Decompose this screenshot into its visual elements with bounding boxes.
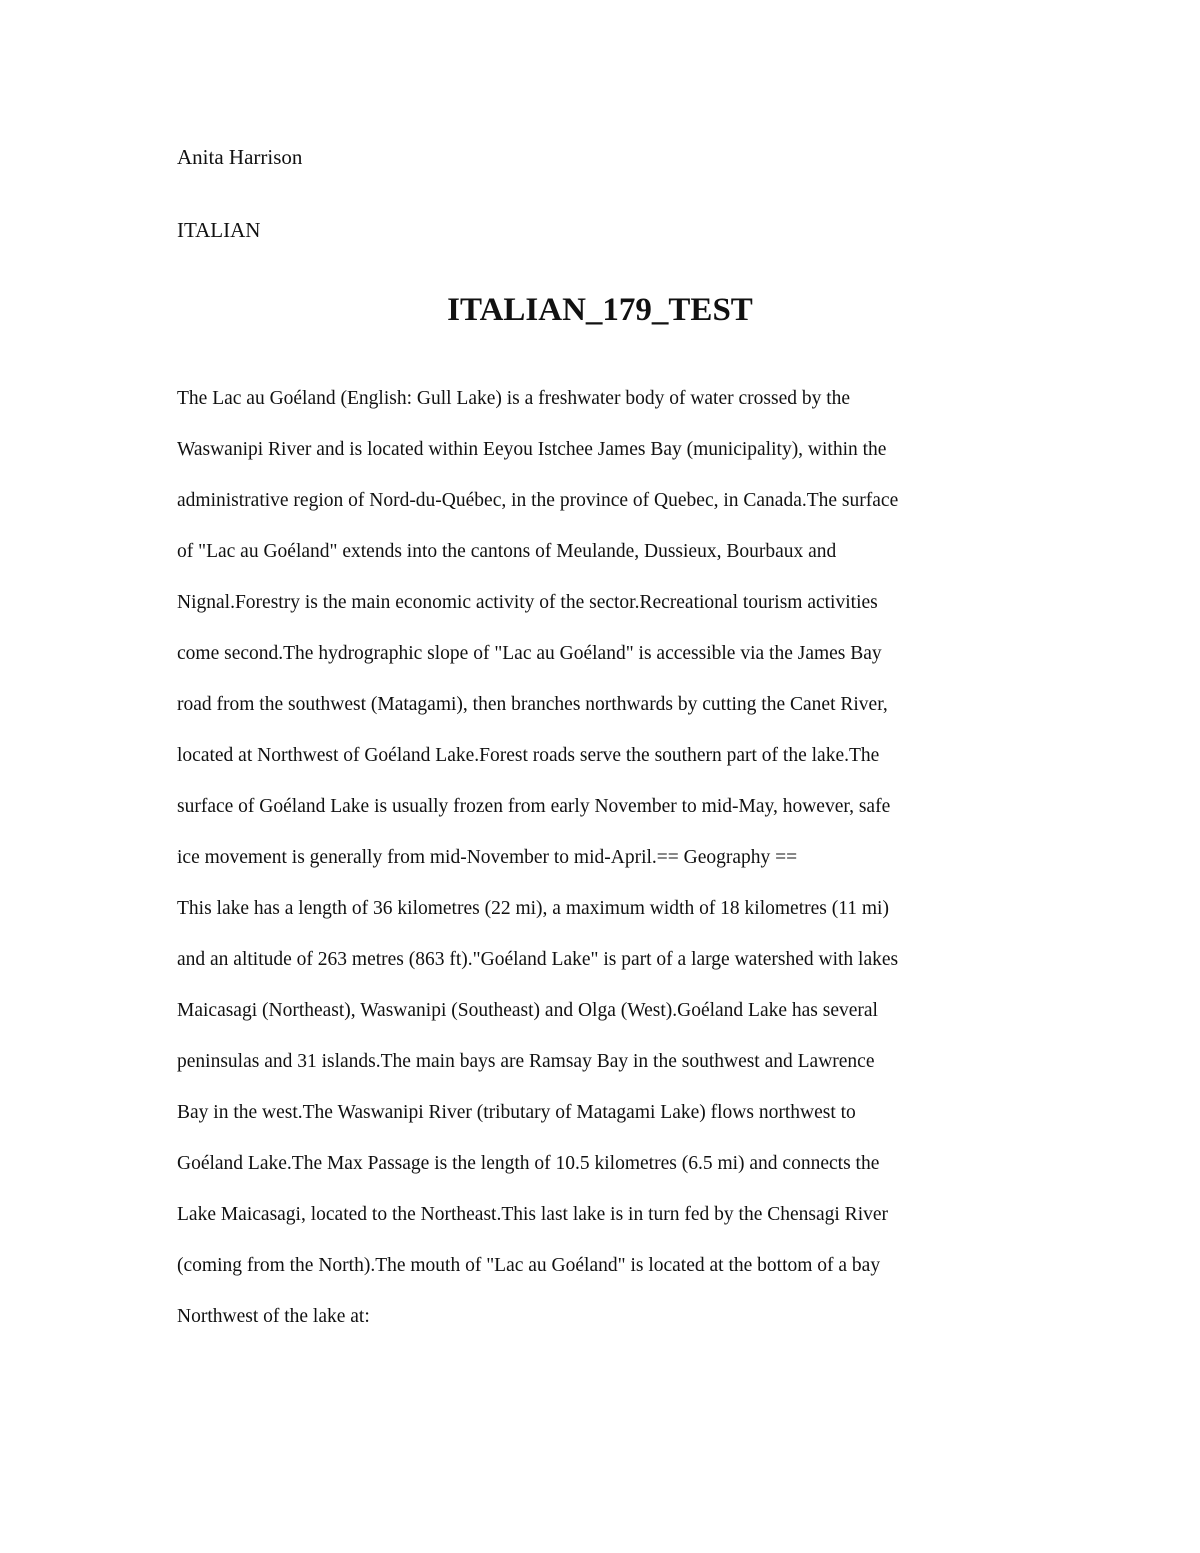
body-line: Waswanipi River and is located within Eeyou Istchee James Bay (municipality), within the: [177, 439, 887, 460]
body-line: surface of Goéland Lake is usually frozen from early November to mid-May, however, safe: [177, 796, 891, 817]
body-line: and an altitude of 263 metres (863 ft)."Goéland Lake" is part of a large watershed with lakes: [177, 949, 899, 970]
body-line: Bay in the west.The Waswanipi River (tributary of Matagami Lake) flows northwest to: [177, 1102, 856, 1123]
course-name: ITALIAN: [177, 218, 261, 242]
body-line: administrative region of Nord-du-Québec, in the province of Quebec, in Canada.The surface: [177, 490, 899, 511]
document-title: ITALIAN_179_TEST: [447, 292, 753, 328]
body-line: come second.The hydrographic slope of "Lac au Goéland" is accessible via the James Bay: [177, 643, 882, 664]
body-line: Maicasagi (Northeast), Waswanipi (Southeast) and Olga (West).Goéland Lake has several: [177, 1000, 878, 1021]
body-line: Nignal.Forestry is the main economic activity of the sector.Recreational tourism activities: [177, 592, 878, 613]
body-text: [177, 385, 1037, 1354]
body-line: Goéland Lake.The Max Passage is the length of 10.5 kilometres (6.5 mi) and connects the: [177, 1153, 880, 1174]
body-line: located at Northwest of Goéland Lake.Forest roads serve the southern part of the lake.The: [177, 745, 880, 766]
body-line: road from the southwest (Matagami), then branches northwards by cutting the Canet River,: [177, 694, 888, 715]
body-line: ice movement is generally from mid-November to mid-April.== Geography ==: [177, 847, 798, 868]
body-line: of "Lac au Goéland" extends into the cantons of Meulande, Dussieux, Bourbaux and: [177, 541, 837, 562]
author-name: Anita Harrison: [177, 145, 303, 169]
body-line: Lake Maicasagi, located to the Northeast.This last lake is in turn fed by the Chensagi River: [177, 1204, 889, 1225]
body-line: peninsulas and 31 islands.The main bays are Ramsay Bay in the southwest and Lawrence: [177, 1051, 875, 1072]
body-line: (coming from the North).The mouth of "Lac au Goéland" is located at the bottom of a bay: [177, 1255, 881, 1276]
body-line: This lake has a length of 36 kilometres (22 mi), a maximum width of 18 kilometres (11 mi): [177, 898, 889, 919]
body-line: Northwest of the lake at:: [177, 1306, 370, 1327]
body-line: The Lac au Goéland (English: Gull Lake) is a freshwater body of water crossed by the: [177, 388, 851, 409]
